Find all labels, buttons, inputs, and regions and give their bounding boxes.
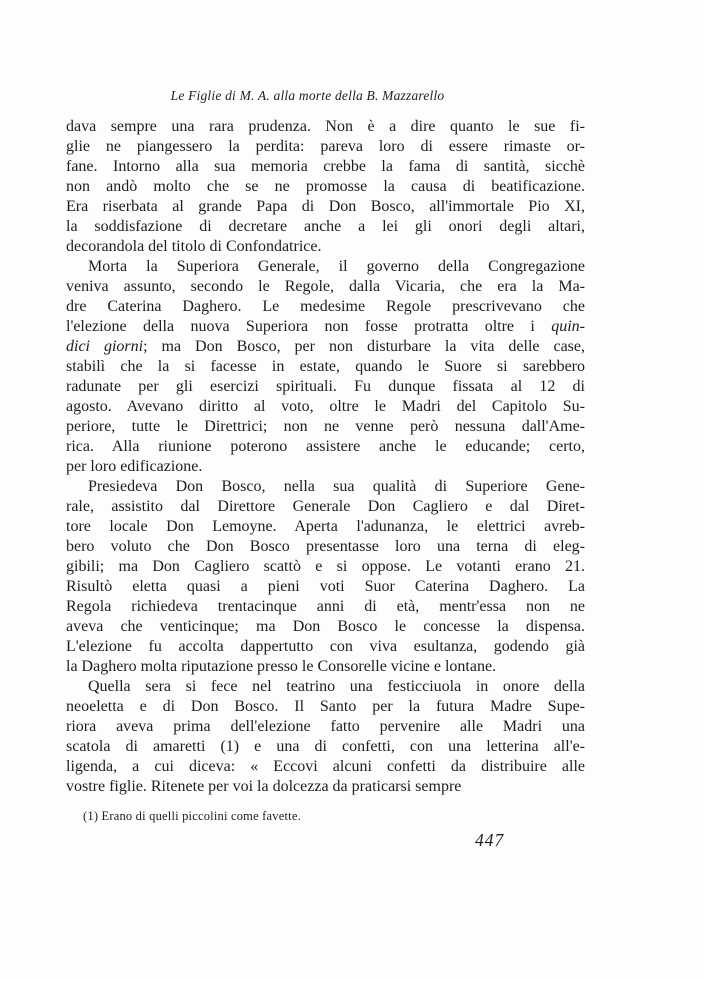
text-segment: Risultò eletta quasi a pieni voti Suor Caterina Daghero. La bbox=[66, 578, 585, 595]
paragraph bbox=[66, 257, 585, 477]
text-line bbox=[66, 337, 585, 357]
text-segment: la Daghero molta riputazione presso le Consorelle vicine e lontane. bbox=[66, 658, 497, 675]
italic-text: quin- bbox=[551, 318, 585, 335]
text-segment: bero voluto che Don Bosco presentasse loro una terna di eleg- bbox=[66, 538, 585, 555]
text-segment: ligenda, a cui diceva: « Eccovi alcuni confetti da distribuire alle bbox=[66, 758, 585, 775]
text-line bbox=[66, 377, 585, 397]
text-line bbox=[66, 257, 585, 277]
text-line bbox=[66, 457, 585, 477]
text-segment: non andò molto che se ne promosse la causa di beatificazione. bbox=[66, 178, 585, 195]
page-body-text bbox=[66, 117, 585, 797]
text-line bbox=[66, 137, 585, 157]
text-line bbox=[66, 417, 585, 437]
text-line bbox=[66, 637, 585, 657]
text-line bbox=[66, 597, 585, 617]
text-line bbox=[66, 317, 585, 337]
text-line bbox=[66, 117, 585, 137]
text-segment: stabilì che la si facesse in estate, quando le Suore si sarebbero bbox=[66, 358, 585, 375]
text-line bbox=[66, 357, 585, 377]
text-segment: l'elezione della nuova Superiora non fosse protratta oltre i bbox=[66, 318, 552, 335]
text-line bbox=[66, 737, 585, 757]
text-line bbox=[66, 397, 585, 417]
text-segment: radunate per gli esercizi spirituali. Fu dunque fissata al 12 di bbox=[66, 378, 585, 395]
text-segment: Quella sera si fece nel teatrino una festicciuola in onore della bbox=[88, 678, 585, 695]
text-line bbox=[66, 297, 585, 317]
text-segment: ; ma Don Bosco, per non disturbare la vita delle case, bbox=[143, 338, 585, 355]
text-line bbox=[66, 677, 585, 697]
text-segment: la soddisfazione di decretare anche a lei gli onori degli altari, bbox=[66, 218, 585, 235]
text-line bbox=[66, 657, 585, 677]
text-line bbox=[66, 717, 585, 737]
text-line bbox=[66, 617, 585, 637]
text-line bbox=[66, 577, 585, 597]
text-line bbox=[66, 237, 585, 257]
text-segment: tore locale Don Lemoyne. Aperta l'adunanza, le elettrici avreb- bbox=[66, 518, 585, 535]
text-line bbox=[66, 277, 585, 297]
text-segment: rale, assistito dal Direttore Generale Don Cagliero e dal Diret- bbox=[66, 498, 585, 515]
text-line bbox=[66, 517, 585, 537]
italic-text: dici giorni bbox=[66, 338, 144, 355]
text-line bbox=[66, 177, 585, 197]
text-segment: rica. Alla riunione poterono assistere anche le educande; certo, bbox=[66, 438, 585, 455]
text-segment: per loro edificazione. bbox=[66, 458, 203, 475]
text-line bbox=[66, 197, 585, 217]
text-segment: dre Caterina Daghero. Le medesime Regole prescrivevano che bbox=[66, 298, 585, 315]
text-segment: veniva assunto, secondo le Regole, dalla Vicaria, che era la Ma- bbox=[66, 278, 585, 295]
text-line bbox=[66, 157, 585, 177]
text-segment: scatola di amaretti (1) e una di confetti, con una letterina all'e- bbox=[66, 738, 585, 755]
text-segment: fane. Intorno alla sua memoria crebbe la fama di santità, sicchè bbox=[66, 158, 585, 175]
paragraph bbox=[66, 477, 585, 677]
text-segment: riora aveva prima dell'elezione fatto pervenire alle Madri una bbox=[66, 718, 585, 735]
text-segment: Morta la Superiora Generale, il governo della Congregazione bbox=[88, 258, 585, 275]
text-segment: Regola richiedeva trentacinque anni di età, mentr'essa non ne bbox=[66, 598, 585, 615]
text-segment: aveva che venticinque; ma Don Bosco le concesse la dispensa. bbox=[66, 618, 585, 635]
text-line bbox=[66, 437, 585, 457]
text-segment: Presiedeva Don Bosco, nella sua qualità di Superiore Gene- bbox=[88, 478, 585, 495]
page-number: 447 bbox=[475, 830, 505, 850]
text-line bbox=[66, 217, 585, 237]
text-segment: periore, tutte le Direttrici; non ne venne però nessuna dall'Ame- bbox=[66, 418, 585, 435]
text-block bbox=[66, 0, 585, 981]
text-segment: gibili; ma Don Cagliero scattò e si oppose. Le votanti erano 21. bbox=[66, 558, 585, 575]
text-line bbox=[66, 537, 585, 557]
text-segment: dava sempre una rara prudenza. Non è a dire quanto le sue fi- bbox=[66, 118, 585, 135]
text-segment: decorandola del titolo di Confondatrice. bbox=[66, 238, 322, 255]
footnote: (1) Erano di quelli piccolini come favette. bbox=[83, 809, 301, 823]
text-segment: Era riserbata al grande Papa di Don Bosco, all'immortale Pio XI, bbox=[66, 198, 585, 215]
text-segment: L'elezione fu accolta dappertutto con viva esultanza, godendo già bbox=[66, 638, 585, 655]
text-segment: glie ne piangessero la perdita: pareva loro di essere rimaste or- bbox=[66, 138, 585, 155]
text-line bbox=[66, 757, 585, 777]
text-segment: vostre figlie. Ritenete per voi la dolcezza da praticarsi sempre bbox=[66, 778, 462, 795]
text-line bbox=[66, 777, 585, 797]
running-head: Le Figlie di M. A. alla morte della B. Mazzarello bbox=[170, 88, 445, 103]
text-line bbox=[66, 477, 585, 497]
text-segment: agosto. Avevano diritto al voto, oltre le Madri del Capitolo Su- bbox=[66, 398, 585, 415]
text-line bbox=[66, 697, 585, 717]
paragraph bbox=[66, 677, 585, 797]
paragraph bbox=[66, 117, 585, 257]
text-line bbox=[66, 557, 585, 577]
text-segment: neoeletta e di Don Bosco. Il Santo per la futura Madre Supe- bbox=[66, 698, 585, 715]
text-line bbox=[66, 497, 585, 517]
